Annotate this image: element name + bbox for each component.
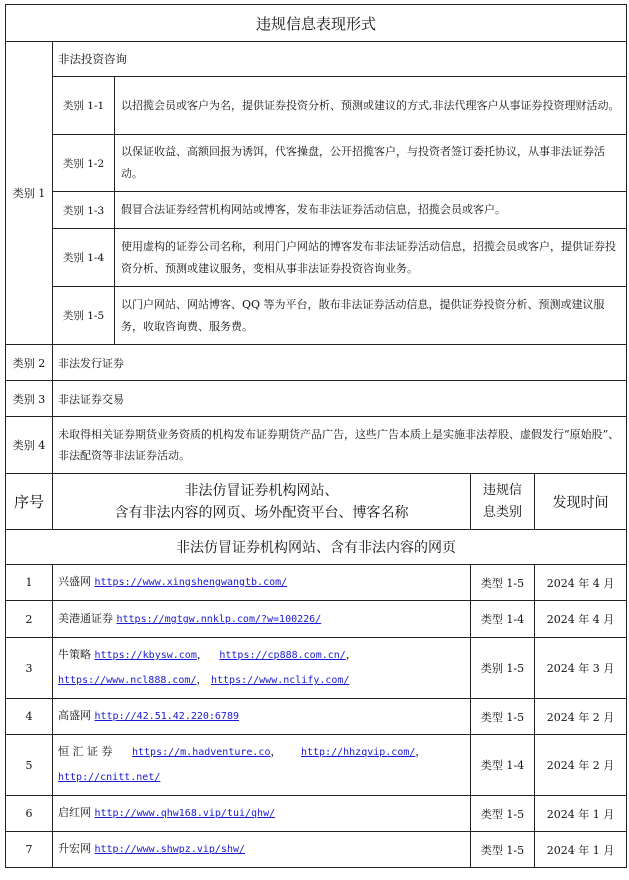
category-3-label: 类别 3 xyxy=(6,381,53,417)
header-time: 发现时间 xyxy=(535,474,627,530)
row-seq: 4 xyxy=(6,699,53,735)
row-seq: 7 xyxy=(6,832,53,868)
row-category: 类型 1-5 xyxy=(471,699,535,735)
category-1-label: 类别 1 xyxy=(6,42,53,345)
row-category: 类别 1-5 xyxy=(471,638,535,699)
row-category: 类型 1-5 xyxy=(471,565,535,601)
table-row xyxy=(6,699,627,735)
row-name-cell: 牛策略 https://kbysw.com， https://cp888.com.cn/， https://www.ncl888.com/， https://www.nclify.com/ xyxy=(53,638,471,699)
site-link[interactable]: http://www.qhw168.vip/tui/qhw/ xyxy=(94,808,276,819)
document xyxy=(5,4,626,868)
site-link[interactable]: https://www.xingshengwangtb.com/ xyxy=(94,577,288,588)
row-time: 2024 年 4 月 xyxy=(535,601,627,638)
header-name-line1: 非法仿冒证券机构网站、 xyxy=(184,482,339,499)
row-time: 2024 年 1 月 xyxy=(535,832,627,868)
site-link[interactable]: https://kbysw.com xyxy=(94,650,197,661)
header-category-line2: 息类别 xyxy=(482,504,522,520)
sub-category-text: 以招揽会员或客户为名，提供证券投资分析、预测或建议的方式,非法代理客户从事证券投资理财活动。 xyxy=(115,77,627,135)
site-link[interactable]: http://www.shwpz.vip/shw/ xyxy=(94,844,246,855)
site-name: 牛策略 xyxy=(58,648,91,661)
row-name-cell: 恒 汇 证 券 https://m.hadventure.co， http://hhzqvip.com/， http://cnitt.net/ xyxy=(53,735,471,796)
row-name-cell xyxy=(53,796,471,832)
row-category: 类型 1-4 xyxy=(471,601,535,638)
header-name xyxy=(53,474,471,530)
site-link[interactable]: https://www.nclify.com/ xyxy=(210,675,350,686)
header-category-line1: 违规信 xyxy=(482,482,522,498)
row-category: 类型 1-4 xyxy=(471,735,535,796)
table-row xyxy=(6,735,627,796)
header-category xyxy=(471,474,535,530)
site-link[interactable]: https://m.hadventure.co xyxy=(132,747,271,758)
row-time: 2024 年 2 月 xyxy=(535,699,627,735)
site-link[interactable]: http://42.51.42.220:6789 xyxy=(94,711,239,722)
row-category: 类型 1-5 xyxy=(471,796,535,832)
site-link[interactable]: https://cp888.com.cn/ xyxy=(219,650,346,661)
table-row xyxy=(6,832,627,868)
header-name-line2: 含有非法内容的网页、场外配资平台、博客名称 xyxy=(114,504,409,521)
category-4-label: 类别 4 xyxy=(6,417,53,474)
violation-forms-table xyxy=(5,4,627,474)
sub-category-text: 假冒合法证券经营机构网站或博客，发布非法证券活动信息，招揽会员或客户。 xyxy=(115,192,627,229)
row-time: 2024 年 3 月 xyxy=(535,638,627,699)
sub-category-code: 类别 1-4 xyxy=(53,229,115,287)
sub-category-code: 类别 1-5 xyxy=(53,287,115,345)
sub-category-code: 类别 1-1 xyxy=(53,77,115,135)
site-link[interactable]: http://hhzqvip.com/ xyxy=(300,747,416,758)
category-1-heading: 非法投资咨询 xyxy=(53,42,627,77)
site-name: 恒 汇 证 券 xyxy=(58,745,113,758)
site-name: 高盛网 xyxy=(58,709,91,722)
sub-category-text: 以门户网站、网站博客、QQ 等为平台，散布非法证券活动信息，提供证券投资分析、预测或建议服务，收取咨询费、服务费。 xyxy=(115,287,627,345)
site-name: 启红网 xyxy=(58,806,91,819)
site-name: 兴盛网 xyxy=(58,575,91,588)
header-seq: 序号 xyxy=(6,474,53,530)
sub-category-code: 类别 1-2 xyxy=(53,135,115,192)
row-time: 2024 年 1 月 xyxy=(535,796,627,832)
section-title: 非法仿冒证券机构网站、含有非法内容的网页 xyxy=(6,530,627,565)
row-seq: 5 xyxy=(6,735,53,796)
site-link[interactable]: http://cnitt.net/ xyxy=(58,772,161,783)
sub-category-code: 类别 1-3 xyxy=(53,192,115,229)
row-name-cell xyxy=(53,565,471,601)
row-time: 2024 年 2 月 xyxy=(535,735,627,796)
row-name-cell xyxy=(53,699,471,735)
sites-table xyxy=(5,473,627,868)
site-link[interactable]: https://mgtgw.nnklp.com/?w=100226/ xyxy=(116,613,322,625)
row-seq: 3 xyxy=(6,638,53,699)
row-category: 类型 1-5 xyxy=(471,832,535,868)
category-4-text: 未取得相关证券期货业务资质的机构发布证券期货产品广告，这些广告本质上是实施非法荐股、虚假发行“原始股”、非法配资等非法证券活动。 xyxy=(53,417,627,474)
sub-category-text: 使用虚构的证券公司名称，利用门户网站的博客发布非法证券活动信息，招揽会员或客户，提供证券投资分析、预测或建议服务，变相从事非法证券投资咨询业务。 xyxy=(115,229,627,287)
table-title: 违规信息表现形式 xyxy=(6,5,627,42)
row-name-cell xyxy=(53,832,471,868)
row-time: 2024 年 4 月 xyxy=(535,565,627,601)
table-row xyxy=(6,796,627,832)
category-2-text: 非法发行证券 xyxy=(53,345,627,381)
table-row xyxy=(6,601,627,638)
header-row xyxy=(6,474,627,530)
table-row xyxy=(6,638,627,699)
sub-category-text: 以保证收益、高额回报为诱饵，代客操盘，公开招揽客户，与投资者签订委托协议，从事非法证券活动。 xyxy=(115,135,627,192)
row-seq: 1 xyxy=(6,565,53,601)
category-3-text: 非法证券交易 xyxy=(53,381,627,417)
site-name: 升宏网 xyxy=(58,842,91,855)
site-name: 美港通证券 xyxy=(58,611,113,625)
row-name-cell xyxy=(53,601,471,638)
row-seq: 2 xyxy=(6,601,53,638)
site-link[interactable]: https://www.ncl888.com/ xyxy=(58,675,197,686)
table-row xyxy=(6,565,627,601)
category-2-label: 类别 2 xyxy=(6,345,53,381)
row-seq: 6 xyxy=(6,796,53,832)
